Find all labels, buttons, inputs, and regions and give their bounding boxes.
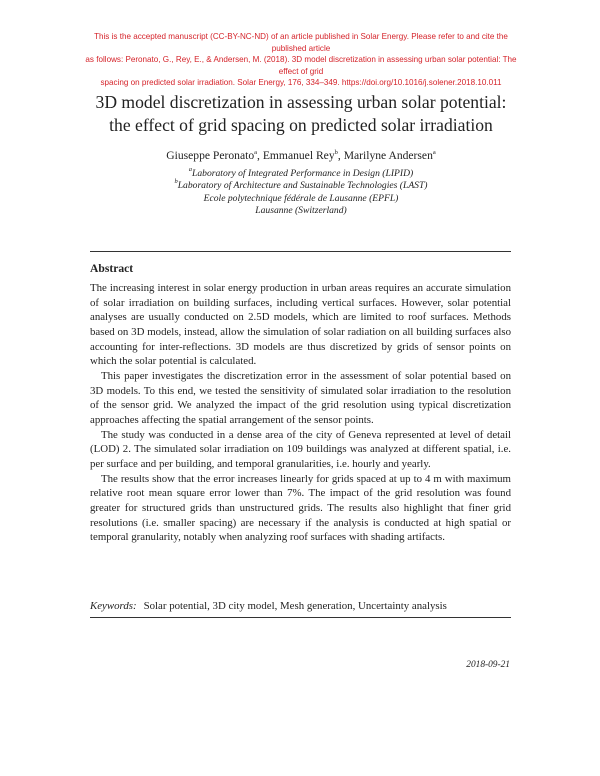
abstract-paragraph: The increasing interest in solar energy production in urban areas requires an accurate simulation of solar irradiation on building surfaces, including vertical surfaces. However, solar potential analyses are usually conducted on 2.5D models, which are limited to roof surfaces. Methods based on 3D models, instead, allow the simulation of solar radiation on all building surfaces also accounting for inter-reflections. 3D models are thus discretized by grids of sensor points on which the solar potential is calculated. xyxy=(90,282,511,368)
affiliation-mark: b xyxy=(174,178,178,186)
abstract-top-rule xyxy=(90,251,511,252)
author-name: Giuseppe Peronato xyxy=(166,149,255,162)
paper-title-line: 3D model discretization in assessing urban solar potential: xyxy=(95,92,507,112)
manuscript-date: 2018-09-21 xyxy=(466,660,510,670)
abstract-paragraph: The results show that the error increases linearly for grids spaced at up to 4 m with maximum relative root mean square error lower than 7%. The impact of the grid resolution was found greater for structured grids than unstructured grids. The results also highlight that finer grid resolutions (i.e. smaller spacing) are necessary if the analysis is conducted at high spatial or temporal granularity, notably when analyzing roof surfaces with shading artifacts. xyxy=(90,472,511,544)
abstract-body xyxy=(90,281,511,545)
author-separator: , xyxy=(257,149,263,162)
keywords xyxy=(90,599,515,613)
affiliation-line xyxy=(60,205,542,217)
abstract-bottom-rule xyxy=(90,617,511,618)
affiliation-text: Ecole polytechnique fédérale de Lausanne (EPFL) xyxy=(203,192,399,204)
affiliation-text: Lausanne (Switzerland) xyxy=(255,205,347,217)
affiliations xyxy=(60,168,542,218)
affiliation-line xyxy=(60,168,542,180)
affiliation-mark: a xyxy=(188,166,193,173)
abstract-paragraph: This paper investigates the discretization error in the assessment of solar potential based on 3D models. To this end, we tested the sensitivity of simulated solar irradiation to the resolution of the sensor grid. We analyzed the impact of the grid resolution using typical discretization approaches affecting the spatial arrangement of the sensor points. xyxy=(90,369,511,426)
paper-title xyxy=(60,91,542,137)
affiliation-line xyxy=(60,180,542,192)
keywords-text: Solar potential, 3D city model, Mesh generation, Uncertainty analysis xyxy=(143,600,447,612)
paper-title-line: the effect of grid spacing on predicted solar irradiation xyxy=(109,115,493,135)
author-name: Emmanuel Rey xyxy=(262,149,335,162)
license-notice-line: This is the accepted manuscript (CC-BY-NC-ND) of an article published in Solar Energy. Please refer to and cite the published article xyxy=(94,32,508,53)
affiliation-text: Laboratory of Architecture and Sustainable Technologies (LAST) xyxy=(177,180,428,192)
affiliation-mark: a xyxy=(432,149,436,156)
affiliation-line xyxy=(60,193,542,205)
license-notice xyxy=(80,31,522,89)
affiliation-mark: b xyxy=(334,149,338,156)
affiliation-text: Laboratory of Integrated Performance in Design (LIPID) xyxy=(192,168,414,179)
license-notice-line: as follows: Peronato, G., Rey, E., & Andersen, M. (2018). 3D model discretization in assessing urban solar potential: The effect of grid xyxy=(85,55,517,76)
affiliation-mark: a xyxy=(254,149,258,156)
abstract-paragraph: The study was conducted in a dense area of the city of Geneva represented at level of detail (LOD) 2. The simulated solar irradiation on 109 buildings was analyzed at different spatial, i.e. per surface and per building, and temporal granularities, i.e. hourly and yearly. xyxy=(90,428,511,470)
abstract-heading: Abstract xyxy=(90,262,134,275)
author-name: Marilyne Andersen xyxy=(343,149,433,162)
keywords-label: Keywords: xyxy=(90,600,137,612)
author-separator: , xyxy=(337,149,344,162)
author-list xyxy=(60,148,542,163)
license-notice-line: spacing on predicted solar irradiation. Solar Energy, 176, 334–349. https://doi.org/10.1016/j.solener.2018.10.011 xyxy=(100,78,502,87)
